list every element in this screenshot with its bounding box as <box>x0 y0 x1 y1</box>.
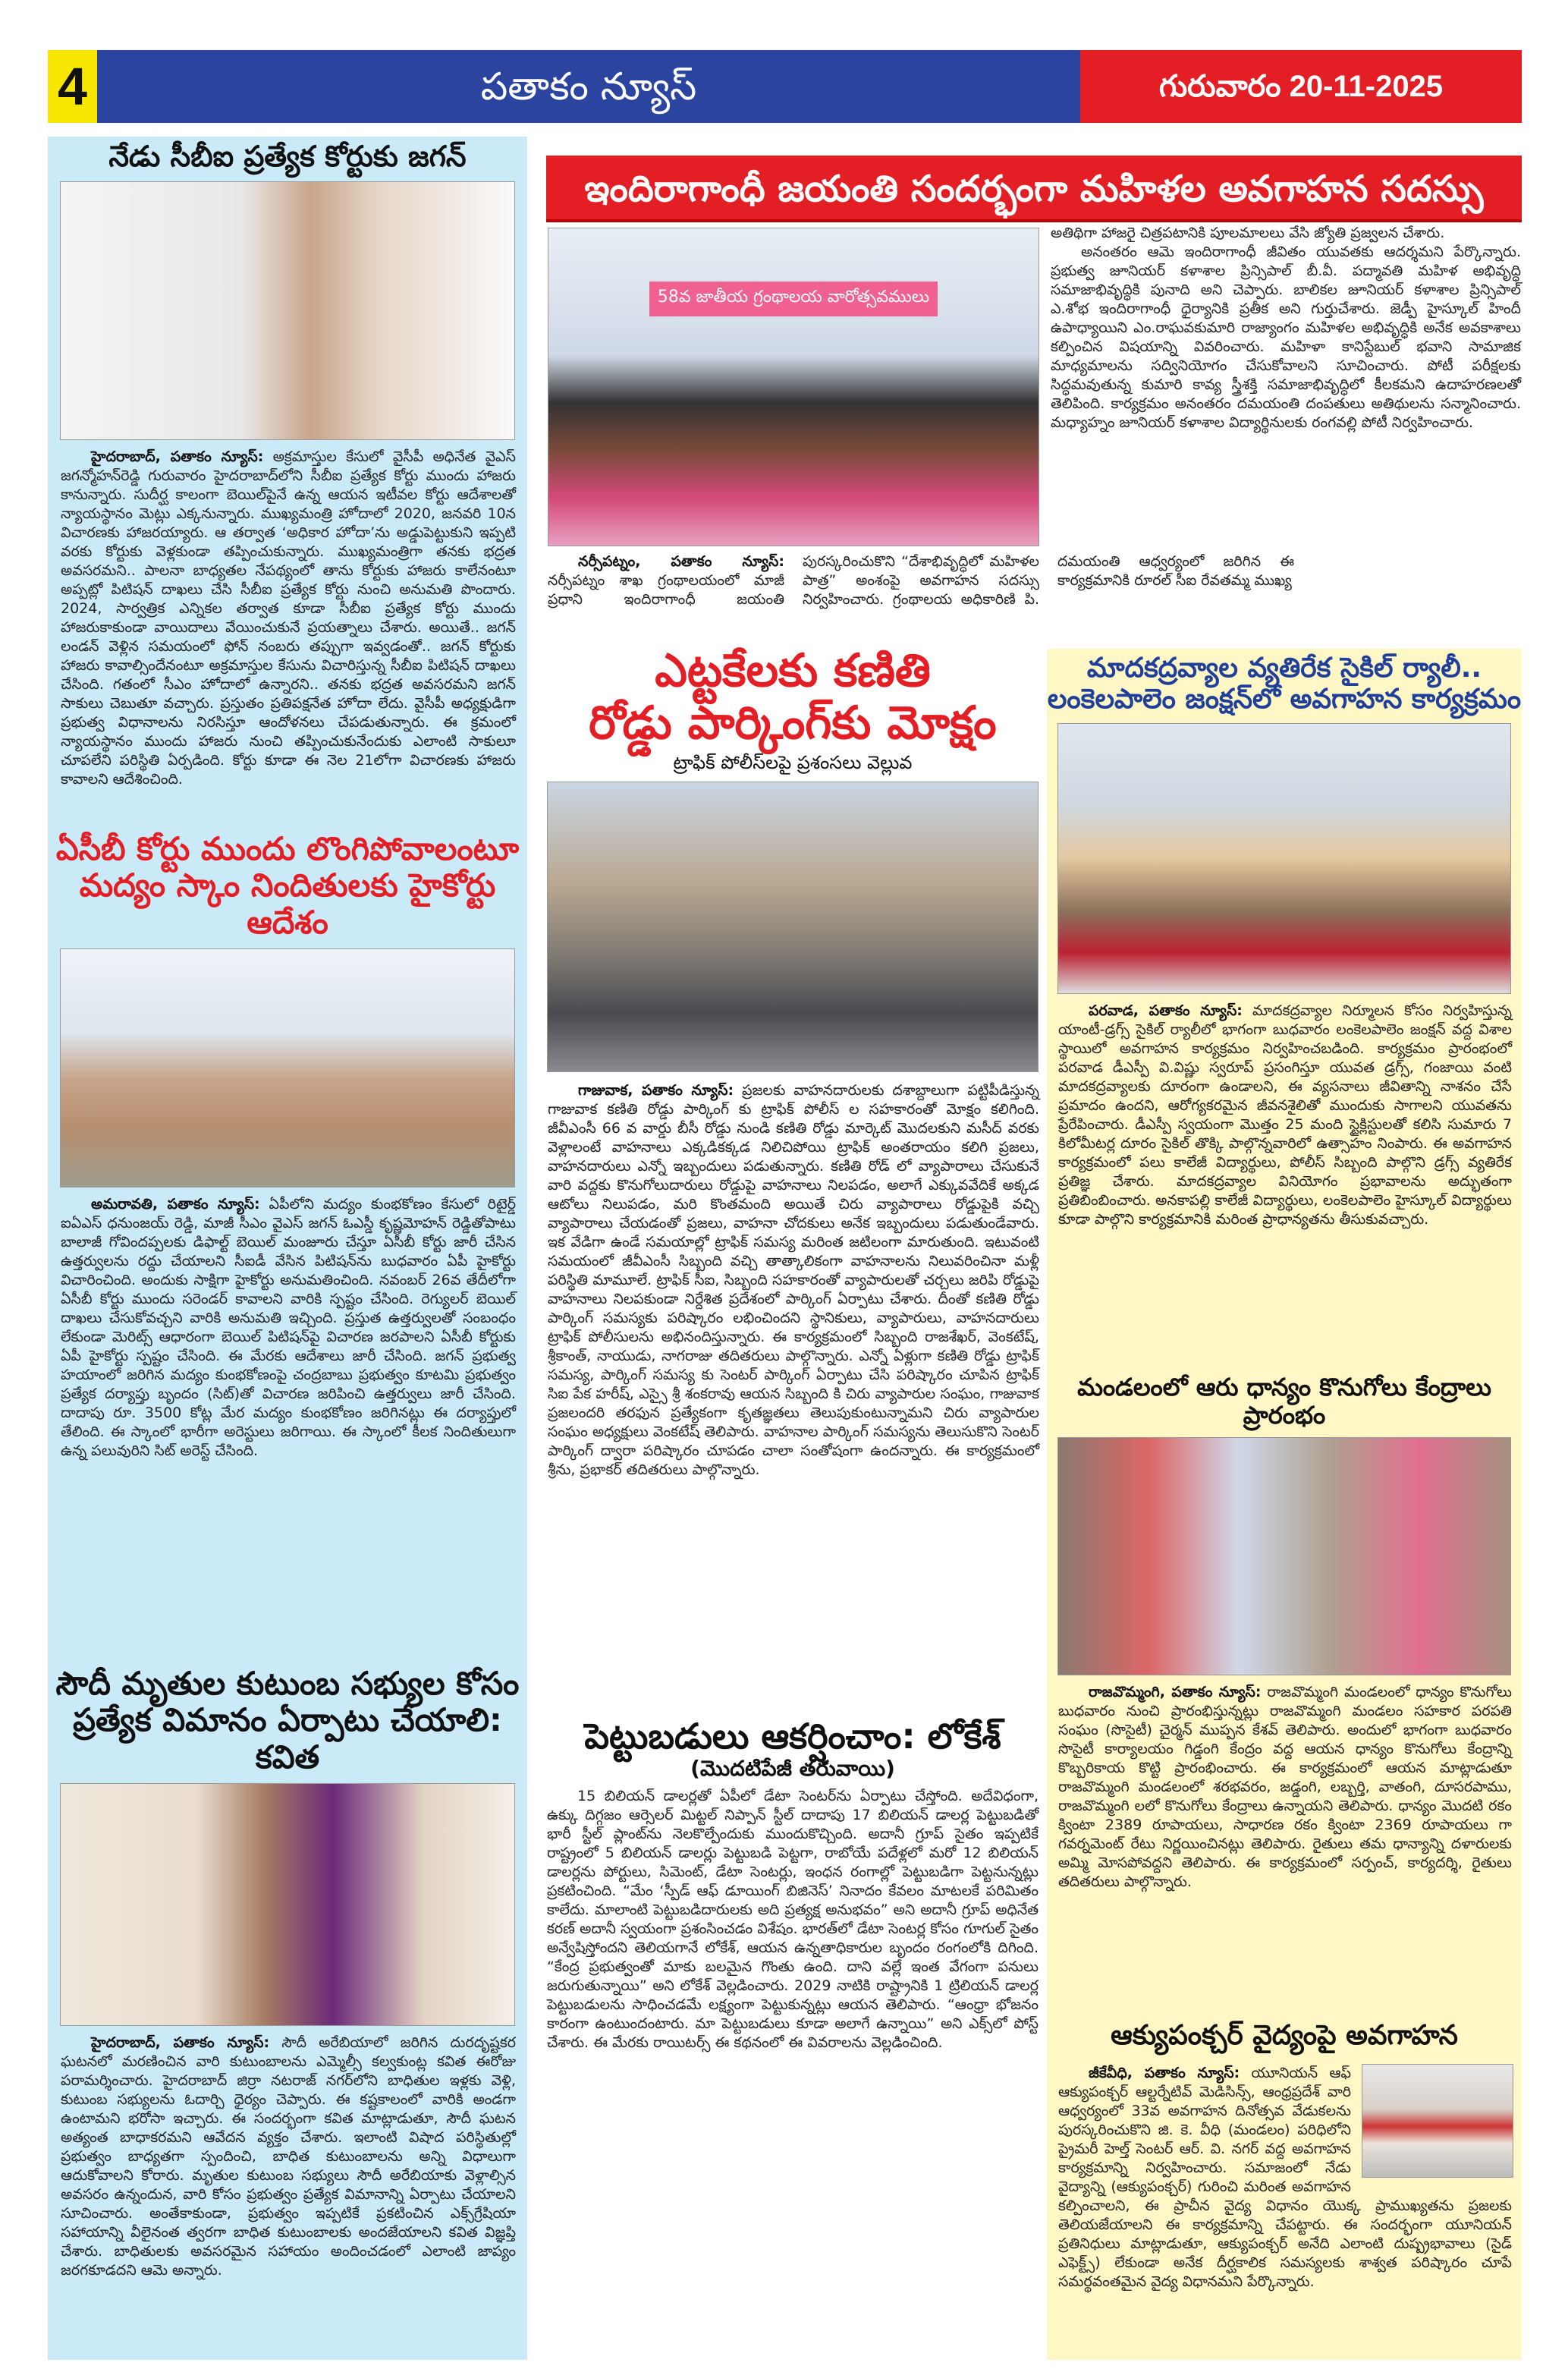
article-lokesh-body <box>546 1787 1039 2360</box>
headline-jagan: నేడు సీబీఐ ప్రత్యేక కోర్టుకు జగన్ <box>108 140 467 173</box>
article-indira-body <box>548 552 1294 621</box>
photo-grain-centre <box>1057 1437 1511 1675</box>
article-parking-body <box>548 1081 1039 1715</box>
headline-grain: మండలంలో ఆరు ధాన్యం కొనుగోలు కేంద్రాలు ప్రారంభం <box>1077 1373 1491 1430</box>
body-text: ఏపీలోని మద్యం కుంభకోణం కేసులో రిటైర్డ్ ఐఏఎస్ ధనుంజయ్ రెడ్డి, మాజీ సీఎం వైఎస్ జగన్ ఓఎస్డీ కృష్ణమోహన్ రెడ్డితోపాటు బాలాజీ గోవిందప్పలకు డిఫాల్ట్ బెయిల్ మంజూరు చేస్తూ ఏసీబీ కోర్టు జారీ చేసిన ఉత్తర్వులను రద్దు చేయాలని సీఐడీ వేసిన పిటిషన్‌ను బుధవారం ఏపీ హైకోర్టు విచారించింది. అందుకు సాక్షిగా హైకోర్టు అనుమతించింది. నవంబర్ 26వ తేదీలోగా ఏసీబీ కోర్టు ముందు సరెండర్ కావాలని వారికి స్పష్టం చేసింది. రెగ్యులర్ బెయిల్ దాఖలు చేసుకోవచ్చని వారికి అనుమతి ఇచ్చింది. ప్రస్తుత ఉత్తర్వులతో సంబంధం లేకుండా మెరిట్స్ ఆధారంగా బెయిల్ పిటిషన్‌పై విచారణ జరపాలని ఏసీబీ కోర్టుకు ఏపీ హైకోర్టు స్పష్టం చేసింది. ఈ మేరకు ఆదేశాలు జారీ చేసింది. జగన్ ప్రభుత్వ హయాంలో జరిగిన మద్యం కుంభకోణంపై చంద్రబాబు ప్రభుత్వం కూటమి ప్రభుత్వం ప్రత్యేక దర్యాప్తు బృందం (సిట్)తో విచారణ జరిపించి ఉత్తర్వులు జారీ చేసింది. దాదాపు రూ. 3500 కోట్ల మేర మద్యం కుంభకోణం జరిగినట్లు ఈ దర్యాప్తులో తేలింది. ఈ స్కాంలో భారీగా అరెస్టులు జరిగాయి. ఈ స్కాంలో కీలక నిందితులుగా ఉన్న పలువురిని సిట్ అరెస్ట్ చేసింది. <box>61 1196 516 1459</box>
rally-header-group <box>1047 653 1522 994</box>
body-text: రాజవొమ్మంగి మండలంలో ధాన్యం కొనుగోలు బుధవారం నుంచి ప్రారంభిస్తున్నట్లు రాజవొమ్మంగి మండలం సహకార పరపతి సంఘం (సొసైటీ) చైర్మన్ ముప్పన కేశవ్ తెలిపారు. అందులో భాగంగా బుధవారం సొసైటీ కార్యాలయం గిడ్డంగి కేంద్రం వద్ద ఆయన ధాన్యం కొనుగోలు కేంద్రాన్ని కొబ్బరికాయ కొట్టి ప్రారంభించారు. ఈ కార్యక్రమంలో ఆయన మాట్లాడుతూ రాజవొమ్మంగి మండలంలో శరభవరం, జడ్డంగి, లబ్బర్తి, వాతంగి, దూసరపాము, రాజవొమ్మంగి లలో కొనుగోలు కేంద్రాలు ఉన్నాయని తెలిపారు. ధాన్యం మొదటి రకం క్వింటా 2389 రూపాయలు, సాధారణ రకం క్వింటా 2369 రూపాయలు గా గవర్నమెంట్ రేటు నిర్ణయించినట్లు తెలిపారు. రైతులు తమ ధాన్యాన్ని దళారులకు అమ్మి మోసపోవద్దని తెలిపారు. ఈ కార్యక్రమంలో సర్పంచ్, కార్యదర్శి, రైతులు తదితరులు పాల్గొన్నారు. <box>1058 1684 1513 1890</box>
article-acb-body <box>61 1195 516 1658</box>
body-text: నర్సీపట్నం శాఖ గ్రంథాలయంలో మాజీ ప్రధాని ఇందిరాగాంధీ జయంతి పురస్కరించుకొని “దేశాభివృద్ధిలో మహిళల పాత్ర” అంశంపై అవగాహన సదస్సు నిర్వహించారు. గ్రంథాలయ అధికారిణి పి. దమయంతి ఆధ్వర్యంలో జరిగిన ఈ కార్యక్రమానికి రూరల్ సీఐ రేవతమ్మ ముఖ్య <box>548 553 1294 608</box>
jagan-header-group <box>48 140 527 440</box>
body-text: అక్రమాస్తుల కేసులో వైసీపీ అధినేత వైఎస్ జగన్మోహన్‌రెడ్డి గురువారం హైదరాబాద్‌లోని సీబీఐ ప్రత్యేక కోర్టు ముందు హాజరు కానున్నారు. సుదీర్ఘ కాలంగా బెయిల్‌పైనే ఉన్న ఆయన ఇటీవల కోర్టు ఆదేశాలతో న్యాయస్థానం మెట్లు ఎక్కనున్నారు. ముఖ్యమంత్రి హోదాలో 2020, జనవరి 10న విచారణకు హాజరయ్యారు. ఆ తర్వాత ‘అధికార హోదా’ను అడ్డుపెట్టుకుని ఇప్పటి వరకు కోర్టుకు వెళ్లకుండా తప్పించుకున్నారు. ముఖ్యమంత్రిగా తనకు భద్రత అవసరమని.. పాలనా బాధ్యతల నేపథ్యంలో తాను కోర్టుకు హాజరు కాలేనంటూ అప్పట్లో పిటిషన్ దాఖలు చేసి సీబీఐ ప్రత్యేక కోర్టు నుంచి అనుమతి పొందారు. 2024, సార్వత్రిక ఎన్నికల తర్వాత కూడా సీబీఐ ప్రత్యేక కోర్టు ముందు హాజరుకాకుండా వాయిదాలు వేయించుకునే ప్రయత్నాలు చేశారు. అయితే.. జగన్ లండన్ వెళ్లిన సమయంలో ఫోన్ నంబరు తప్పుగా ఇవ్వడంతో.. జగన్ కోర్టుకు హాజరు కావాల్సిందేనంటూ అక్రమాస్తుల కేసును విచారిస్తున్న సీబీఐ పిటిషన్ దాఖలు చేసింది. గతంలో సీఎం హోదాలో ఉన్నారని.. తనకు భద్రత అవసరమని జగన్ సాకులు చెబుతూ వచ్చారు. ప్రస్తుతం ప్రతిపక్షనేత హోదా లేదు. వైసీపీ అధ్యక్షుడిగా ప్రభుత్వ విధానాలను నిరసిస్తూ ఆందోళనలు చేపడుతున్నారు. ఈ క్రమంలో న్యాయస్థానం ముందు హాజరు నుంచి తప్పించుకునేందుకు ఎలాంటి సాకులూ చూపలేని పరిస్థితి ఏర్పడింది. కోర్టు కూడా ఈ నెల 21లోగా విచారణకు హాజరు కావాలని ఆదేశించింది. <box>61 448 517 788</box>
photo-parking-road <box>547 782 1039 1072</box>
headline-lokesh: పెట్టుబడులు ఆకర్షించాం: లోకేశ్ <box>584 1716 1001 1757</box>
issue-date: గురువారం 20-11-2025 <box>1080 50 1522 123</box>
body-text: యూనియన్ ఆఫ్ ఆక్యుపంక్చర్ ఆల్టర్నేటివ్ మెడిసిన్స్, ఆంధ్రప్రదేశ్ వారి ఆధ్వర్యంలో 33వ అవగాహన దినోత్సవ వేడుకలను పురస్కరించుకొని జి. కె. వీధి (మండలం) పరిధిలోని ప్రైమరీ హెల్త్ సెంటర్ ఆర్. వి. నగర్ వద్ద అవగాహన కార్యక్రమాన్ని నిర్వహించారు. సమాజంలో నేడు వైద్యాన్ని (ఆక్యుపంక్చర్) గురించి మరింత అవగాహన కల్పించాలని, ఈ ప్రాచీన వైద్య విధానం యొక్క ప్రాముఖ్యతను ప్రజలకు తెలియజేయాలని ఈ కార్యక్రమాన్ని చేపట్టారు. ఈ సందర్భంగా యూనియన్ ప్రతినిధులు మాట్లాడుతూ, ఆక్యుపంక్చర్ అనేది ఎలాంటి దుష్ప్రభావాలు (సైడ్ ఎఫెక్ట్స్) లేకుండా అనేక దీర్ఘకాలిక సమస్యలకు శాశ్వత పరిష్కారం చూపే సమర్థవంతమైన వైద్య విధానమని పేర్కొన్నారు. <box>1058 2065 1512 2290</box>
article-jagan-body <box>61 448 516 823</box>
article-indira-continued <box>1051 224 1521 634</box>
body-text: 15 బిలియన్ డాలర్లతో ఏపీలో డేటా సెంటర్‌ను ఏర్పాటు చేస్తోంది. అదేవిధంగా, ఉక్కు దిగ్గజం ఆర్సెలర్ మిట్టల్ నిప్పాన్ స్టీల్ దాదాపు 17 బిలియన్ డాలర్ల పెట్టుబడితో భారీ స్టీల్ ప్లాంట్‌ను నెలకొల్పేందుకు ముందుకొచ్చింది. అదానీ గ్రూప్ సైతం ఇప్పటికే రాష్ట్రంలో 5 బిలియన్ డాలర్లు పెట్టుబడి పెట్టగా, రాబోయే పదేళ్లలో మరో 12 బిలియన్ డాలర్లను పోర్టులు, సిమెంట్, డేటా సెంటర్లు, ఇంధన రంగాల్లో పెట్టుబడిగా పెట్టనున్నట్లు ప్రకటించింది. “మేం ‘స్పీడ్ ఆఫ్ డూయింగ్ బిజినెస్’ నినాదం కేవలం మాటలకే పరిమితం కాలేదు. మాలాంటి పెట్టుబడిదారులకు అది ప్రత్యక్ష అనుభవం” అని అదానీ గ్రూప్ అధినేత కరణ్ అదానీ స్వయంగా ప్రశంసించడం విశేషం. భారత్‌లో డేటా సెంటర్ల కోసం గూగుల్ సైతం అన్వేషిస్తోందని తెలియగానే లోకేశ్, ఆయన ఉన్నతాధికారుల బృందం రంగంలోకి దిగింది. “కేంద్ర ప్రభుత్వంతో మాకు బలమైన గొంతు ఉంది. దాని వల్లే ఇంత వేగంగా పనులు జరుగుతున్నాయి” అని లోకేశ్ వెల్లడించారు. 2029 నాటికి రాష్ట్రానికి 1 ట్రిలియన్ డాలర్ల పెట్టుబడులను సాధించడమే లక్ష్యంగా పెట్టుకున్నట్లు ఆయన తెలిపారు. “ఆంధ్రా భోజనం కారంగా ఉంటుందంటారు. మా పెట్టుబడులు కూడా అలాగే ఉన్నాయి” అని ఎక్స్‌లో పోస్ట్ చేశారు. ఈ మేరకు రాయిటర్స్ ఈ కథనంలో ఈ వివరాలను వెల్లడించింది. <box>547 1788 1039 2052</box>
banner-headline: ఇందిరాగాంధీ జయంతి సందర్భంగా మహిళల అవగాహన సదస్సు <box>546 156 1522 222</box>
photo-high-court <box>60 948 515 1188</box>
grain-header-group <box>1047 1373 1522 1675</box>
headline-kavitha: సౌదీ మృతుల కుటుంబ సభ్యుల కోసం ప్రత్యేక విమానం ఏర్పాటు చేయాలి: కవిత <box>55 1665 520 1776</box>
kavitha-header-group <box>48 1666 527 2026</box>
body-text: అనంతరం ఆమె ఇందిరాగాంధీ జీవితం యువతకు ఆదర్శమని పేర్కొన్నారు. ప్రభుత్వ జూనియర్ కళాశాల ప్రిన్సిపాల్ బీ.వీ. పద్మావతి మహిళ అభివృద్ధి సమాజాభివృద్ధికి పునాది అని చెప్పారు. బాలికల జూనియర్ కళాశాల ప్రిన్సిపాల్ ఎ.శోభ ఇందిరాగాంధీ ధైర్యానికి ప్రతీక అని గుర్తుచేశారు. జెడ్పీ హైస్కూల్ హిందీ ఉపాధ్యాయిని ఎం.రాఘవకుమారి రాజ్యాంగం మహిళల అభివృద్ధికి అనేక అవకాశాలు కల్పించిన విషయాన్ని వివరించారు. మహిళా కానిస్టేబుల్ భవాని సామాజిక మాధ్యమాలను సద్వినియోగం చేసుకోవాలని సూచించారు. పోటీ పరీక్షలకు సిద్ధమవుతున్న కుమారి కావ్య స్త్రీశక్తి సమాజాభివృద్ధిలో కీలకమని ఉదాహరణలతో తెలిపింది. కార్యక్రమం అనంతరం దమయంతి దంపతులు అతిథులను సన్మానించారు. మధ్యాహ్నం జూనియర్ కళాశాల విద్యార్థినులకు రంగవల్లి పోటీ నిర్వహించారు. <box>1051 244 1521 431</box>
body-text: మాదకద్రవ్యాల నిర్మూలన కోసం నిర్వహిస్తున్న యాంటీ-డ్రగ్స్ సైకిల్ ర్యాలీలో భాగంగా బుధవారం లంకెలపాలెం జంక్షన్ వద్ద విశాల స్థాయిలో అవగాహన కార్యక్రమం నిర్వహించబడింది. కార్యక్రమం ప్రారంభంలో పరవాడ డీఎస్పీ వి.విష్ణు స్వరూప్ ప్రసంగిస్తూ యువత డ్రగ్స్, గంజాయి వంటి మాదకద్రవ్యాలకు దూరంగా ఉండాలని, ఈ వ్యసనాలు జీవితాన్ని నాశనం చేసే ప్రమాదం ఉందని, ఆరోగ్యకరమైన జీవనశైలితో ముందుకు సాగాలని యువతను ప్రేరేపించారు. డీఎస్పీ స్వయంగా మొత్తం 25 మంది స్టైక్లిస్టులతో కలిసి సుమారు 7 కిలోమీటర్ల దూరం సైకిల్ తొక్కి పాల్గొన్నవారిలో ఉత్సాహం నింపారు. ఈ అవగాహన కార్యక్రమంలో పలు కాలేజీ విద్యార్థులు, పోలీస్ సిబ్బంది పాల్గొని డ్రగ్స్ వ్యతిరేక ప్రతిజ్ఞ చేశారు. మాదకద్రవ్యాల వినియోగం ప్రభావాలను అద్భుతంగా ప్రతిబింబించారు. అనకాపల్లి కాలేజీ విద్యార్థులు, లంకెలపాలెం హైస్కూల్ విద్యార్థులు కూడా పాల్గొని కార్యక్రమానికి మరింత ప్రాధాన్యతను తీసుకువచ్చారు. <box>1058 1002 1513 1228</box>
photo-spacer <box>1351 2064 1512 2182</box>
event-banner: 58వ జాతీయ గ్రంథాలయ వారోత్సవములు <box>649 282 938 316</box>
headline-acb: ఏసీబీ కోర్టు ముందు లొంగిపోవాలంటూ మద్యం స్కాం నిందితులకు హైకోర్టు ఆదేశం <box>55 830 520 941</box>
body-text: అతిథిగా హాజరై చిత్రపటానికి పూలమాలలు వేసి జ్యోతి ప్రజ్వలన చేశారు. <box>1051 225 1445 241</box>
photo-cycle-rally <box>1057 723 1511 994</box>
article-kavitha-body <box>61 2034 516 2360</box>
acb-header-group <box>48 831 527 1188</box>
masthead: పతాకం న్యూస్ <box>97 50 1080 123</box>
page-number: 4 <box>48 50 97 123</box>
dateline: హైదరాబాద్, పతాకం న్యూస్: <box>91 448 264 465</box>
body-text: ప్రజలకు వాహనదారులకు దశాబ్దాలుగా పట్టిపీడిస్తున్న గాజువాక కణితి రోడ్డు పార్కింగ్ కు ట్రాఫిక్ పోలీస్ ల సహకారంతో మోక్షం కలిగింది. జీవీఎంసీ 66 వ వార్డు బీసీ రోడ్డు నుండి కణితి రోడ్డు మార్కెట్ మొదలకుని మసీద్ వరకు వెళ్లాలంటే వాహనాలు ఎక్కడికక్కడ నిలిచిపోయి ట్రాఫిక్ అంతరాయం కలిగి ప్రజలు, వాహనదారులు ఎన్నో ఇబ్బందులు పడుతున్నారు. కణితి రోడ్ లో వ్యాపారాలు చేసుకునే వారి వద్దకు కొనుగోలుదారులు రోడ్డుపై వాహనాలు నిలపడం, అలాగే ఎక్కువవేదికే అక్కడ ఆటోలు నిలుపడం, మరి కొంతమంది అయితే చిరు వ్యాపారాలు రోడ్డుపైకి వచ్చి వ్యాపారాలు చేయడంతో ప్రజలు, వాహనా చోదకులు అనేక ఇబ్బందులు పడుతుండేవారు. ఇక వేడిగా ఉండే సమయాల్లో ట్రాఫిక్ సమస్య మరింత జటిలంగా మారుతుంది. ఇటువంటి సమయంలో జీవీఎంసీ సిబ్బంది వచ్చి తాత్కాలికంగా వాహనాలను నిలువరించినా మళ్లీ పరిస్థితి మామూలే. ట్రాఫిక్ సీఐ, సిబ్బంది సహకారంతో వ్యాపారులతో చర్చలు జరిపి రోడ్డుపై వాహనాలు నిలపకుండా నిర్దేశిత ప్రదేశంలో పార్కింగ్ ఏర్పాటు చేశారు. దీంతో కణితి రోడ్డు పార్కింగ్ సమస్యకు పరిష్కారం లభించిందని స్థానికులు, వ్యాపారులు, వాహనదారులు ట్రాఫిక్ పోలీసులను అభినందిస్తున్నారు. ఈ కార్యక్రమంలో సిబ్బంది రాజశేఖర్, వెంకటేష్, శ్రీకాంత్, నాయుడు, నాగరాజు తదితరులు పాల్గొన్నారు. ఎన్నో ఏళ్లుగా కణితి రోడ్డు ట్రాఫిక్ సమస్య, పార్కింగ్ సమస్య కు సెంటర్ పార్కింగ్ ఏర్పాటు చేసి పరిష్కారం చూపిన ట్రాఫిక్ సిఐ పేక హరీష్, ఎస్సై శ్రీ శంకరావు ఆయన సిబ్బంది కి చిరు వ్యాపారుల సంఘం, గాజువాక ప్రజలందరి తరఫున ప్రత్యేకంగా కృతజ్ఞతలు తెలుపుకుంటున్నామని చిరు వ్యాపారుల సంఘం అధ్యక్షులు వెంకటేష్ తెలిపారు. వాహనాల పార్కింగ్ సమస్యను తెలుసుకొని సెంటర్ పార్కింగ్ ద్వారా పరిష్కారం చూపడం చాలా సంతోషంగా ఉందన్నారు. ఈ కార్యక్రమంలో శ్రీను, ప్రభాకర్ తదితరులు పాల్గొన్నారు. <box>548 1082 1040 1478</box>
article-rally-body <box>1058 1002 1512 1366</box>
photo-jagan <box>60 181 515 440</box>
subhead-lokesh: (మొదటిపేజీ తరువాయి) <box>690 1755 895 1781</box>
article-grain-body <box>1058 1683 1512 2017</box>
headline-rally-1: మాదకద్రవ్యాల వ్యతిరేక సైకిల్ ర్యాలీ.. <box>1086 653 1482 684</box>
dateline: పరవాడ, పతాకం న్యూస్: <box>1089 1002 1243 1019</box>
parking-header-group <box>546 645 1039 1072</box>
dateline: హైదరాబాద్, పతాకం న్యూస్: <box>91 2034 270 2051</box>
headline-parking-1: ఎట్టకేలకు కణితి <box>655 644 931 697</box>
photo-library-event <box>548 228 1039 546</box>
dateline: గాజువాక, పతాకం న్యూస్: <box>578 1082 734 1099</box>
photo-kavitha <box>60 1783 515 2026</box>
article-acupuncture-body <box>1058 2064 1512 2360</box>
dateline: అమరావతి, పతాకం న్యూస్: <box>91 1196 260 1213</box>
subhead-parking: ట్రాఫిక్ పోలీస్‌లపై ప్రశంసలు వెల్లువ <box>673 752 913 773</box>
headline-rally-2: లంకెలపాలెం జంక్షన్‌లో అవగాహన కార్యక్రమం <box>1047 684 1522 716</box>
dateline: నర్సీపట్నం, పతాకం న్యూస్: <box>578 553 784 570</box>
body-text: సౌదీ అరేబియాలో జరిగిన దురదృష్టకర ఘటనలో మరణించిన వారి కుటుంబాలను ఎమ్మెల్సీ కల్వకుంట్ల కవిత ఈరోజు పరామర్శించారు. హైదరాబాద్ జిర్రా నటరాజ్ నగర్‌లోని బాధితుల ఇళ్లకు వెళ్లి, కుటుంబ సభ్యులను ఓదార్చి ధైర్యం చెప్పారు. ఈ కష్టకాలంలో వారికి అండగా ఉంటామని భరోసా ఇచ్చారు. ఈ సందర్భంగా కవిత మాట్లాడుతూ, సౌదీ ఘటన అత్యంత బాధాకరమని ఆవేదన వ్యక్తం చేశారు. ఇలాంటి విషాద పరిస్థితుల్లో ప్రభుత్వం బాధ్యతగా స్పందించి, బాధిత కుటుంబాలను అన్ని విధాలుగా ఆదుకోవాలని కోరారు. మృతుల కుటుంబ సభ్యులు సౌదీ అరేబియాకు వెళ్లాల్సిన అవసరం ఉన్నందున, వారి కోసం ప్రభుత్వం ప్రత్యేక విమానాన్ని ఏర్పాటు చేయాలని సూచించారు. అంతేకాకుండా, ప్రభుత్వం ఇప్పటికే ప్రకటించిన ఎక్స్‌గ్రేషియా సహాయాన్ని వీలైనంత త్వరగా బాధిత కుటుంబాలకు అందజేయాలని కవిత విజ్ఞప్తి చేశారు. బాధితులకు అవసరమైన సహాయం అందించడంలో ఎలాంటి జాప్యం జరగకూడదని ఆమె అన్నారు. <box>61 2034 517 2279</box>
lokesh-group <box>546 1716 1039 2360</box>
headline-parking-2: రోడ్డు పార్కింగ్‌కు మోక్షం <box>589 697 997 750</box>
dateline: రాజవొమ్మంగి, పతాకం న్యూస్: <box>1089 1684 1262 1700</box>
headline-acupuncture: ఆక్యుపంక్చర్ వైద్యంపై అవగాహన <box>1111 2020 1458 2051</box>
dateline: జీకేవీధి, పతాకం న్యూస్: <box>1089 2065 1240 2081</box>
